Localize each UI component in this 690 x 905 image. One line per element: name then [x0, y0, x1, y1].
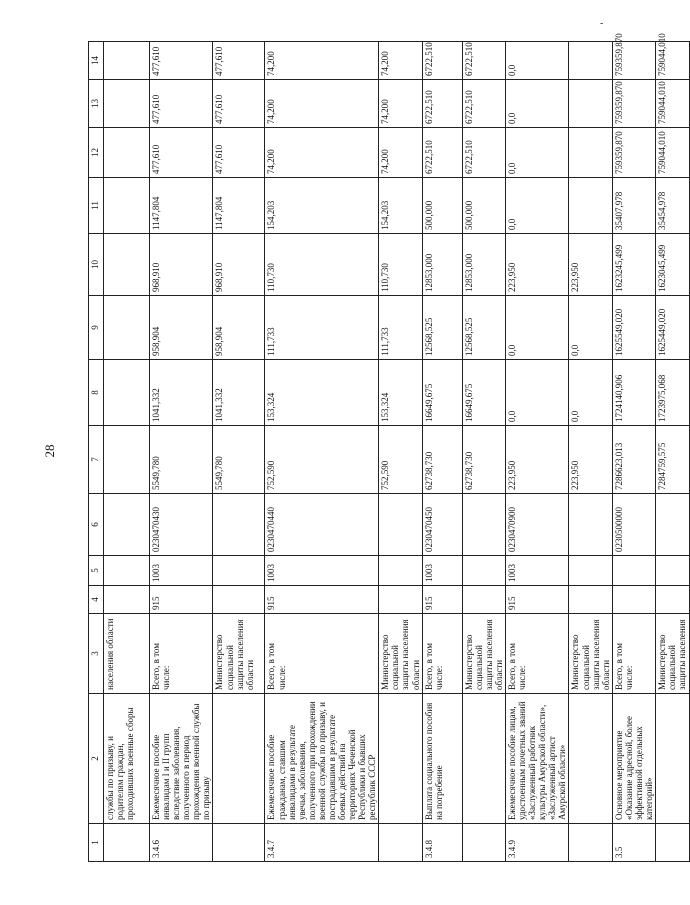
table-cell-c12 — [104, 128, 150, 178]
table-cell-c6 — [213, 494, 265, 556]
table-cell-c9: 12568,525 — [462, 296, 505, 360]
table-cell-c2: Основное мероприятие «Оказание адресной, более эффективной отдельных категорий» — [612, 694, 655, 824]
table-cell-c4: 915 — [150, 586, 213, 614]
table-body — [104, 33, 690, 862]
table-cell-c13: 6722,510 — [462, 80, 505, 128]
table-cell-c4 — [569, 586, 612, 614]
table-cell-c13: 759359,870 — [612, 80, 655, 128]
table-cell-c5 — [462, 556, 505, 586]
table-cell-c2: службы по призыву, и родителям граждан, проходивших военные сборы — [104, 694, 150, 824]
table-cell-c4: 915 — [265, 586, 379, 614]
table-cell-c7: 752,590 — [265, 426, 379, 494]
table-cell-c10: 110,730 — [379, 234, 422, 296]
table-row — [612, 42, 655, 862]
table-cell-c12: 477,610 — [213, 128, 265, 178]
table-cell-c14: 6722,510 — [422, 42, 462, 80]
table-cell-c5: 1003 — [265, 556, 379, 586]
table-cell-c3: Всего, в том числе: — [265, 614, 379, 694]
table-cell-c6 — [656, 494, 690, 556]
table-cell-c10 — [104, 234, 150, 296]
table-cell-c9: 111,733 — [265, 296, 379, 360]
table-cell-c11: 1147,804 — [213, 178, 265, 234]
table-cell-c7: 752,590 — [379, 426, 422, 494]
table-cell-c4 — [462, 586, 505, 614]
table-cell-c8: 0,0 — [569, 360, 612, 426]
table-cell-c6 — [104, 494, 150, 556]
table-cell-c3: Министерство социальной защиты населения области — [569, 614, 612, 694]
table-row — [379, 42, 422, 862]
table-cell-c2: Выплата социального пособия на погребение — [422, 694, 462, 824]
table-cell-c12: 6722,510 — [462, 128, 505, 178]
table-cell-c14: 74,200 — [379, 42, 422, 80]
table-cell-c7: 7284759,575 — [656, 426, 690, 494]
table-cell-c9: 958,904 — [150, 296, 213, 360]
header-cell: 2 — [89, 694, 104, 824]
table-cell-c5: 1003 — [505, 556, 568, 586]
table-cell-c11: 35454,978 — [656, 178, 690, 234]
table-cell-c1: 3.4.7 — [265, 824, 379, 862]
header-row — [89, 42, 104, 862]
table-cell-c4: 915 — [505, 586, 568, 614]
table-cell-c4 — [379, 586, 422, 614]
table-cell-c14 — [104, 42, 150, 80]
table-cell-c11: 1147,804 — [150, 178, 213, 234]
table-cell-c8: 0,0 — [505, 360, 568, 426]
table-cell-c8: 1041,332 — [150, 360, 213, 426]
table-cell-c14: 74,200 — [265, 42, 379, 80]
table-cell-c8: 1723975,068 — [656, 360, 690, 426]
table-cell-c14: 759359,870 — [612, 42, 655, 80]
table-cell-c12: 74,200 — [265, 128, 379, 178]
table-cell-c9: 1625549,020 — [612, 296, 655, 360]
table-cell-c7: 223,950 — [569, 426, 612, 494]
table-cell-c8: 1724140,906 — [612, 360, 655, 426]
header-cell: 14 — [89, 42, 104, 80]
table-cell-c8: 16649,675 — [462, 360, 505, 426]
table-cell-c12: 74,200 — [379, 128, 422, 178]
corner-mark: - — [600, 18, 604, 29]
header-cell: 8 — [89, 360, 104, 426]
table-cell-c9: 0,0 — [505, 296, 568, 360]
table-cell-c14: 0,0 — [505, 42, 568, 80]
table-cell-c13: 74,200 — [379, 80, 422, 128]
table-cell-c11: 154,203 — [265, 178, 379, 234]
table-cell-c7: 5549,780 — [213, 426, 265, 494]
table-cell-c5 — [213, 556, 265, 586]
table-cell-c14 — [569, 42, 612, 80]
table-cell-c14: 477,610 — [213, 42, 265, 80]
table-cell-c1 — [104, 824, 150, 862]
header-cell: 11 — [89, 178, 104, 234]
table-cell-c13: 0,0 — [505, 80, 568, 128]
table-cell-c3: Министерство социальной защиты населения области — [213, 614, 265, 694]
table-cell-c5 — [379, 556, 422, 586]
table-cell-c11: 35407,978 — [612, 178, 655, 234]
table-cell-c7: 223,950 — [505, 426, 568, 494]
table-cell-c3: Всего, в том числе: — [612, 614, 655, 694]
table-cell-c12: 0,0 — [505, 128, 568, 178]
table-cell-c6: 0230470430 — [150, 494, 213, 556]
table-cell-c6: 0230500000 — [612, 494, 655, 556]
table-cell-c6: 0230470900 — [505, 494, 568, 556]
table-cell-c10: 968,910 — [150, 234, 213, 296]
table-cell-c3: Министерство социальной защиты населения области — [379, 614, 422, 694]
table-cell-c4 — [612, 586, 655, 614]
table-cell-c13: 759044,010 — [656, 80, 690, 128]
table-cell-c1 — [379, 824, 422, 862]
table-cell-c11 — [104, 178, 150, 234]
table-cell-c13: 6722,510 — [422, 80, 462, 128]
table-cell-c9: 12568,525 — [422, 296, 462, 360]
table-row — [213, 42, 265, 862]
table-cell-c10: 12853,000 — [462, 234, 505, 296]
table-cell-c12: 759359,870 — [612, 128, 655, 178]
table-cell-c12: 759044,010 — [656, 128, 690, 178]
table-row — [505, 42, 568, 862]
rotated-table-wrapper — [88, 33, 688, 862]
table-cell-c10: 110,730 — [265, 234, 379, 296]
table-cell-c8: 153,324 — [379, 360, 422, 426]
table-cell-c13: 74,200 — [265, 80, 379, 128]
header-cell: 9 — [89, 296, 104, 360]
table-cell-c4 — [104, 586, 150, 614]
table-cell-c5 — [104, 556, 150, 586]
header-cell: 1 — [89, 824, 104, 862]
table-cell-c9: 958,904 — [213, 296, 265, 360]
table-cell-c6 — [462, 494, 505, 556]
table-cell-c7: 62738,730 — [462, 426, 505, 494]
header-cell: 6 — [89, 494, 104, 556]
table-cell-c7: 62738,730 — [422, 426, 462, 494]
table-cell-c1 — [569, 824, 612, 862]
table-cell-c7 — [104, 426, 150, 494]
table-cell-c1 — [213, 824, 265, 862]
table-cell-c9: 0,0 — [569, 296, 612, 360]
table-cell-c10: 968,910 — [213, 234, 265, 296]
table-cell-c12 — [569, 128, 612, 178]
table-cell-c14: 759044,010 — [656, 42, 690, 80]
table-cell-c1 — [656, 824, 690, 862]
table-cell-c1 — [462, 824, 505, 862]
table-cell-c6: 0230470440 — [265, 494, 379, 556]
header-cell: 4 — [89, 586, 104, 614]
table-cell-c5 — [569, 556, 612, 586]
table-cell-c5: 1003 — [422, 556, 462, 586]
table-cell-c2: Ежемесячное пособие инвалидам I и II групп вследствие заболевания, полученного в период прохождения военной службы по призыву — [150, 694, 213, 824]
table-cell-c13: 477,610 — [213, 80, 265, 128]
table-cell-c3: Всего, в том числе: — [505, 614, 568, 694]
table-cell-c6: 0230470450 — [422, 494, 462, 556]
header-cell: 13 — [89, 80, 104, 128]
table-cell-c1: 3.4.9 — [505, 824, 568, 862]
table-cell-c9 — [104, 296, 150, 360]
table-cell-c1: 3.4.8 — [422, 824, 462, 862]
table-cell-c11: 500,000 — [462, 178, 505, 234]
table-cell-c3: Министерство социальной защиты населения — [656, 614, 690, 694]
table-cell-c3: Всего, в том числе: — [422, 614, 462, 694]
budget-table — [88, 33, 690, 862]
table-cell-c9: 1625449,020 — [656, 296, 690, 360]
table-cell-c4 — [213, 586, 265, 614]
table-cell-c3: населения области — [104, 614, 150, 694]
table-cell-c1: 3.5 — [612, 824, 655, 862]
table-cell-c2: Ежемесячное пособие гражданам, ставшим инвалидами в результате увечья, заболевания, полученного при прохождении военной службы по призыву, и пострадавшим в результате боевых действий на территориях Чеченской Республики и бывших республик СССР — [265, 694, 379, 824]
table-cell-c10: 223,950 — [505, 234, 568, 296]
table-row — [104, 42, 150, 862]
table-cell-c11: 0,0 — [505, 178, 568, 234]
table-row — [656, 42, 690, 862]
table-cell-c7: 7286623,013 — [612, 426, 655, 494]
table-cell-c13 — [104, 80, 150, 128]
table-cell-c12: 6722,510 — [422, 128, 462, 178]
table-cell-c2 — [462, 694, 505, 824]
table-row — [150, 42, 213, 862]
table-row — [265, 42, 379, 862]
table-cell-c14: 477,610 — [150, 42, 213, 80]
header-cell: 7 — [89, 426, 104, 494]
table-cell-c14: 6722,510 — [462, 42, 505, 80]
table-cell-c1: 3.4.6 — [150, 824, 213, 862]
table-cell-c8: 153,324 — [265, 360, 379, 426]
table-cell-c3: Всего, в том числе: — [150, 614, 213, 694]
table-cell-c5: 1003 — [150, 556, 213, 586]
table-cell-c10: 12853,000 — [422, 234, 462, 296]
table-row — [422, 42, 462, 862]
table-cell-c12: 477,610 — [150, 128, 213, 178]
table-cell-c3: Министерство социальной защиты населения области — [462, 614, 505, 694]
table-cell-c13: 477,610 — [150, 80, 213, 128]
table-cell-c11: 154,203 — [379, 178, 422, 234]
table-cell-c8: 16649,675 — [422, 360, 462, 426]
table-cell-c2 — [656, 694, 690, 824]
table-cell-c11 — [569, 178, 612, 234]
table-cell-c6 — [569, 494, 612, 556]
header-cell: 5 — [89, 556, 104, 586]
table-cell-c10: 223,950 — [569, 234, 612, 296]
table-cell-c6 — [379, 494, 422, 556]
table-cell-c9: 111,733 — [379, 296, 422, 360]
header-cell: 12 — [89, 128, 104, 178]
table-cell-c10: 1623045,499 — [656, 234, 690, 296]
header-cell: 3 — [89, 614, 104, 694]
table-row — [462, 42, 505, 862]
table-cell-c8: 1041,332 — [213, 360, 265, 426]
table-cell-c4: 915 — [422, 586, 462, 614]
table-cell-c11: 500,000 — [422, 178, 462, 234]
table-cell-c10: 1623245,499 — [612, 234, 655, 296]
table-cell-c7: 5549,780 — [150, 426, 213, 494]
table-cell-c2 — [213, 694, 265, 824]
table-cell-c5 — [612, 556, 655, 586]
header-cell: 10 — [89, 234, 104, 296]
table-cell-c2 — [379, 694, 422, 824]
table-cell-c2: Ежемесячное пособие лицам, удостоенным почетных званий «Заслуженный работник культуры Амурской области», «Заслуженный артист Амурской области» — [505, 694, 568, 824]
table-cell-c8 — [104, 360, 150, 426]
table-cell-c2 — [569, 694, 612, 824]
table-cell-c13 — [569, 80, 612, 128]
table-row — [569, 42, 612, 862]
page-number: 28 — [42, 444, 57, 458]
table-cell-c4 — [656, 586, 690, 614]
table-cell-c5 — [656, 556, 690, 586]
